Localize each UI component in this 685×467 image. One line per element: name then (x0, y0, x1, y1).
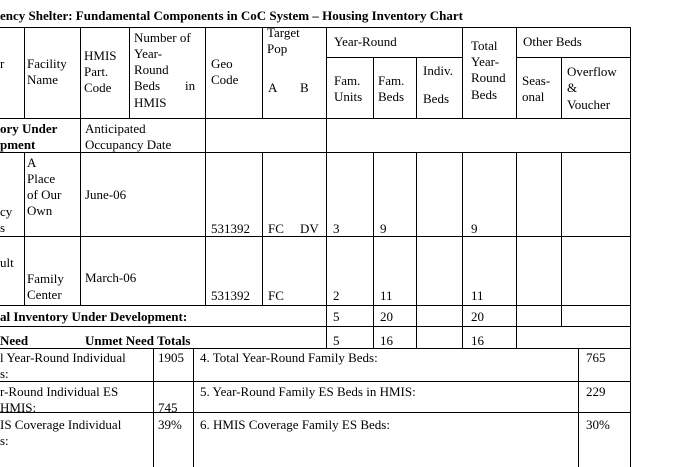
header-geo-1: Geo (211, 56, 233, 71)
header-total-2: Year- (471, 54, 500, 69)
row2-total: 11 (471, 288, 484, 303)
col-line (373, 57, 374, 118)
row2-fam-units: 2 (333, 288, 340, 303)
header-target-2: Pop (267, 41, 288, 56)
header-facility-name-1: Facility (27, 56, 67, 71)
header-num-4: Beds (134, 78, 160, 93)
row2-facility-2: Center (27, 287, 62, 302)
summary1-right: 4. Total Year-Round Family Beds: (200, 350, 378, 365)
header-bottom-border (0, 118, 630, 119)
col-line (24, 27, 25, 118)
row1-facility-1: A (27, 155, 37, 170)
row1-facility-2: Place (27, 171, 56, 186)
row1-left-2: s (0, 220, 6, 235)
header-overflow-1: Overflow (567, 64, 617, 79)
header-hmis-3: Code (84, 80, 112, 95)
unmet-fam-units: 5 (333, 333, 340, 348)
header-total-4: Beds (471, 87, 497, 102)
col-line (416, 152, 417, 348)
header-fam-units-2: Units (334, 89, 363, 104)
col-line (462, 152, 463, 348)
header-year-round: Year-Round (334, 34, 397, 49)
summary2-left-2: HMIS: (0, 400, 37, 415)
table-top-border (0, 27, 630, 28)
header-overflow-2: & (567, 80, 578, 95)
subtotal-total: 20 (471, 309, 484, 324)
col-line (373, 152, 374, 348)
header-col-r: r (0, 56, 5, 71)
col-line (462, 27, 463, 118)
table-right-border (630, 27, 631, 348)
header-num-2: Year- (134, 46, 163, 61)
summary1-left-2: s: (0, 366, 9, 381)
col-line (205, 27, 206, 305)
row2-facility-1: Family (27, 271, 64, 286)
header-fam-units-1: Fam. (334, 73, 361, 88)
row2-geo: 531392 (211, 288, 250, 303)
subtotal-border (0, 326, 630, 327)
row1-geo: 531392 (211, 221, 250, 236)
summary3-left-2: s: (0, 433, 9, 448)
row1-date: June-06 (85, 187, 127, 202)
header-indiv-2: Beds (423, 91, 449, 106)
header-other-beds: Other Beds (523, 34, 582, 49)
row1-facility-4: Own (27, 203, 53, 218)
anticipated-1: Anticipated (85, 121, 146, 136)
row1-fam-units: 3 (333, 221, 340, 236)
header-geo-2: Code (211, 72, 239, 87)
summary3-right-value: 30% (586, 417, 610, 432)
row1-fam-beds: 9 (380, 221, 387, 236)
header-seasonal-2: onal (522, 89, 545, 104)
subtotal-label: al Inventory Under Development: (0, 309, 188, 324)
col-line (262, 236, 263, 305)
col-line (561, 57, 562, 118)
subtotal-fam-units: 5 (333, 309, 340, 324)
year-round-divider (326, 57, 462, 58)
header-fam-beds-1: Fam. (378, 73, 405, 88)
summary-col-line (153, 348, 154, 467)
col-line (516, 27, 517, 118)
row1-facility-3: of Our (27, 187, 62, 202)
unmet-total: 16 (471, 333, 484, 348)
header-hmis-1: HMIS (84, 48, 117, 63)
unmet-totals-label: Unmet Need Totals (85, 333, 191, 348)
header-seasonal-1: Seas- (522, 73, 551, 88)
header-hmis-2: Part. (84, 64, 109, 79)
summary3-left-value: 39% (158, 417, 182, 432)
header-num-6: HMIS (134, 95, 167, 110)
anticipated-2: Occupancy Date (85, 137, 172, 152)
col-line (516, 152, 517, 348)
summary1-border (0, 381, 630, 382)
summary3-right: 6. HMIS Coverage Family ES Beds: (200, 417, 390, 432)
row1-total: 9 (471, 221, 478, 236)
col-line (326, 27, 327, 348)
summary1-left-value: 1905 (158, 350, 184, 365)
col-line (129, 27, 130, 118)
header-num-3: Round (134, 62, 169, 77)
row2-left-1: ult (0, 255, 14, 270)
summary1-left-1: l Year-Round Individual (0, 350, 126, 365)
col-line (80, 27, 81, 305)
header-total-3: Round (471, 70, 506, 85)
col-line (561, 152, 562, 326)
header-fam-beds-2: Beds (378, 89, 404, 104)
summary2-right: 5. Year-Round Family ES Beds in HMIS: (200, 384, 416, 399)
summary2-right-value: 229 (586, 384, 606, 399)
col-line (24, 152, 25, 305)
row2-fam-beds: 11 (380, 288, 393, 303)
row1-target-a: FC (268, 221, 284, 236)
page-title: ency Shelter: Fundamental Components in CoC System – Housing Inventory Chart (0, 8, 463, 23)
header-facility-name-2: Name (27, 72, 59, 87)
row2-border (0, 305, 630, 306)
summary2-left-value: 745 (158, 400, 178, 415)
header-num-1: Number of (134, 30, 191, 45)
row2-target-a: FC (268, 288, 284, 303)
header-num-5: in (185, 78, 196, 93)
under-dev-label-2: pment (0, 137, 36, 152)
header-overflow-3: Voucher (567, 97, 611, 112)
header-total-1: Total (471, 38, 498, 53)
col-line (416, 57, 417, 118)
subtotal-fam-beds: 20 (380, 309, 393, 324)
unmet-need-label: Need (0, 333, 29, 348)
row1-target-b: DV (300, 221, 319, 236)
row1-left-1: cy (0, 204, 13, 219)
col-line (262, 27, 263, 118)
col-line (262, 152, 263, 236)
summary1-right-value: 765 (586, 350, 606, 365)
unmet-fam-beds: 16 (380, 333, 393, 348)
under-dev-label-1: ory Under (0, 121, 58, 136)
summary2-border (0, 412, 630, 413)
summary2-left-1: r-Round Individual ES (0, 384, 119, 399)
summary3-left-1: IS Coverage Individual (0, 417, 122, 432)
other-beds-divider (516, 57, 630, 58)
header-target-1: Target (267, 25, 300, 40)
summary-col-line (193, 348, 194, 467)
header-target-b: B (300, 80, 309, 95)
row2-date: March-06 (85, 270, 137, 285)
header-indiv-1: Indiv. (423, 63, 453, 78)
summary-right-border (630, 348, 631, 467)
summary-col-line (578, 348, 579, 467)
header-target-a: A (268, 80, 278, 95)
